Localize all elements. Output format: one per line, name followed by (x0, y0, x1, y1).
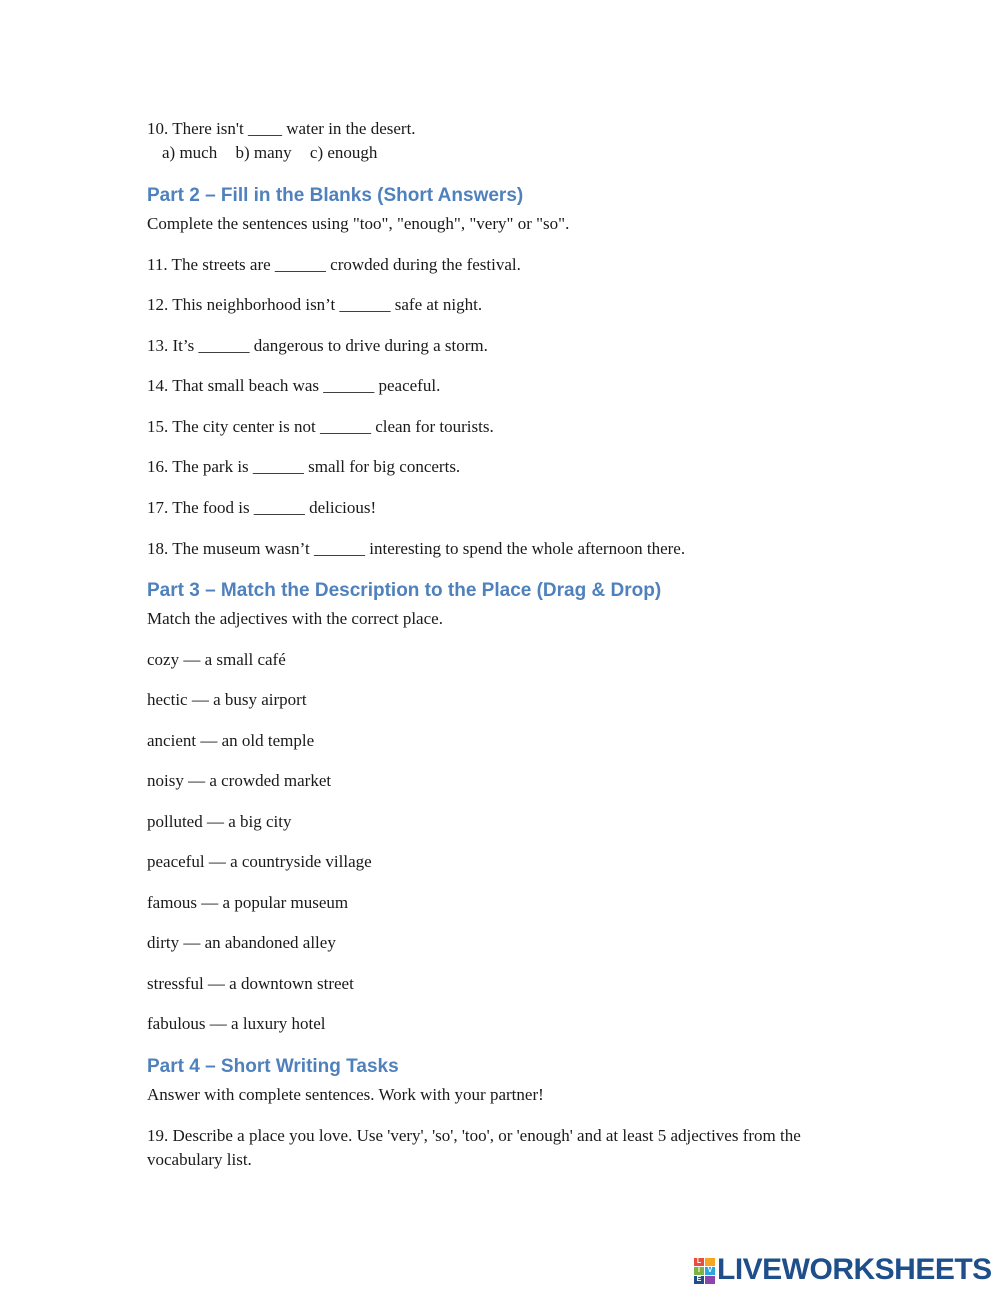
question-15: 15. The city center is not ______ clean for tourists. (147, 417, 494, 436)
match-item-peaceful[interactable]: peaceful — a countryside village (147, 852, 372, 871)
part-2-heading: Part 2 – Fill in the Blanks (Short Answers) (147, 185, 524, 206)
part-4-instructions: Answer with complete sentences. Work with your partner! (147, 1085, 544, 1104)
question-19: 19. Describe a place you love. Use 'very', 'so', 'too', or 'enough' and at least 5 adjectives from the vocabulary list. (147, 1126, 801, 1169)
match-item-noisy[interactable]: noisy — a crowded market (147, 771, 332, 790)
question-16: 16. The park is ______ small for big concerts. (147, 457, 461, 476)
logo-grid-icon (694, 1258, 714, 1282)
match-item-ancient[interactable]: ancient — an old temple (147, 731, 315, 750)
logo-text: LIVEWORKSHEETS (717, 1253, 992, 1286)
logo-tile-l: L (694, 1258, 704, 1266)
logo-tile-blank-1 (705, 1258, 715, 1266)
match-item-hectic[interactable]: hectic — a busy airport (147, 690, 307, 709)
question-18: 18. The museum wasn’t ______ interesting to spend the whole afternoon there. (147, 539, 686, 558)
match-item-famous[interactable]: famous — a popular museum (147, 893, 349, 912)
part-2-instructions: Complete the sentences using "too", "enough", "very" or "so". (147, 214, 570, 233)
option-c[interactable]: c) enough (309, 143, 378, 162)
match-item-polluted[interactable]: polluted — a big city (147, 812, 292, 831)
question-17: 17. The food is ______ delicious! (147, 498, 377, 517)
match-item-cozy[interactable]: cozy — a small café (147, 650, 286, 669)
logo-tile-blank-2 (705, 1276, 715, 1284)
part-3-instructions: Match the adjectives with the correct place. (147, 609, 443, 628)
logo-tile-e: E (694, 1276, 704, 1284)
question-11: 11. The streets are ______ crowded during the festival. (147, 255, 521, 274)
question-13: 13. It’s ______ dangerous to drive during a storm. (147, 336, 488, 355)
question-12: 12. This neighborhood isn’t ______ safe at night. (147, 295, 483, 314)
part-3-heading: Part 3 – Match the Description to the Place (Drag & Drop) (147, 580, 662, 601)
match-item-stressful[interactable]: stressful — a downtown street (147, 974, 354, 993)
liveworksheets-logo (694, 1254, 992, 1286)
question-14: 14. That small beach was ______ peaceful. (147, 376, 441, 395)
question-10-options (162, 141, 391, 165)
question-10: 10. There isn't ____ water in the desert. (147, 119, 416, 138)
match-item-fabulous[interactable]: fabulous — a luxury hotel (147, 1014, 326, 1033)
logo-tile-v: V (705, 1267, 715, 1275)
option-a[interactable]: a) much (162, 143, 218, 162)
match-item-dirty[interactable]: dirty — an abandoned alley (147, 933, 336, 952)
option-b[interactable]: b) many (235, 143, 292, 162)
logo-tile-i: I (694, 1267, 704, 1275)
part-4-heading: Part 4 – Short Writing Tasks (147, 1056, 399, 1077)
